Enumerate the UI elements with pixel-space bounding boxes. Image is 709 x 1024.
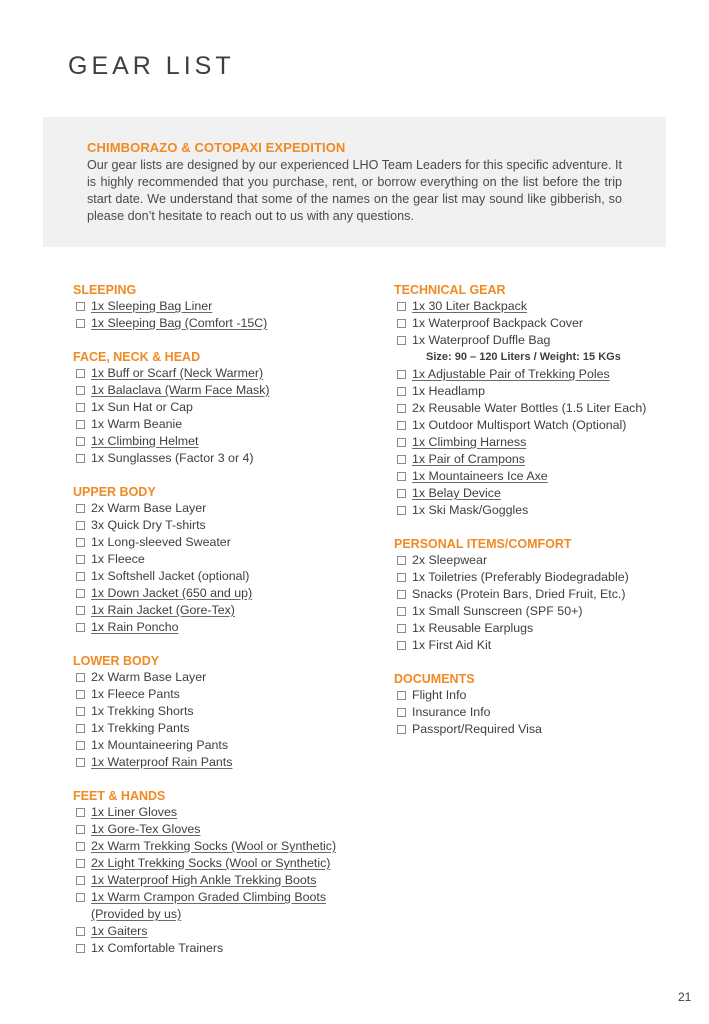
gear-item-link[interactable]: 1x Rain Jacket (Gore-Tex) bbox=[91, 603, 235, 617]
gear-item-label: 3x Quick Dry T-shirts bbox=[91, 518, 206, 532]
gear-item-note: Size: 90 – 120 Liters / Weight: 15 KGs bbox=[426, 351, 621, 363]
gear-item-link[interactable]: 1x Sleeping Bag Liner bbox=[91, 299, 213, 313]
checkbox-icon[interactable] bbox=[397, 319, 406, 328]
section-title: LOWER BODY bbox=[73, 654, 160, 668]
checkbox-icon[interactable] bbox=[397, 438, 406, 447]
checkbox-icon[interactable] bbox=[397, 590, 406, 599]
checkbox-icon[interactable] bbox=[397, 387, 406, 396]
checkbox-icon[interactable] bbox=[397, 302, 406, 311]
gear-item-label: 1x Reusable Earplugs bbox=[412, 621, 534, 635]
gear-item[interactable] bbox=[394, 603, 694, 620]
gear-item-link[interactable]: 2x Warm Trekking Socks (Wool or Synthetic) bbox=[91, 839, 337, 853]
intro-paragraph: Our gear lists are designed by our experienced LHO Team Leaders for this specific adventure. It is highly recommended that you purchase, rent, or borrow everything on the list before the trip start date. We understand that some of the names on the gear list may sound like gibberish, so please don’t hesitate to reach out to us with any questions. bbox=[87, 158, 622, 223]
checkbox-icon[interactable] bbox=[76, 369, 85, 378]
checkbox-icon[interactable] bbox=[76, 319, 85, 328]
checkbox-icon[interactable] bbox=[76, 589, 85, 598]
section-personal-items-comfort bbox=[394, 536, 694, 654]
gear-item-label: 1x Toiletries (Preferably Biodegradable) bbox=[412, 570, 629, 584]
gear-item[interactable] bbox=[73, 551, 373, 568]
gear-item[interactable] bbox=[73, 838, 373, 855]
gear-item[interactable] bbox=[394, 434, 694, 451]
gear-item-label: 1x Outdoor Multisport Watch (Optional) bbox=[412, 418, 627, 432]
checkbox-icon[interactable] bbox=[397, 472, 406, 481]
gear-item-link[interactable]: 1x Buff or Scarf (Neck Warmer) bbox=[91, 366, 264, 380]
gear-item-link[interactable]: 1x Down Jacket (650 and up) bbox=[91, 586, 253, 600]
gear-item-link[interactable]: 1x Warm Crampon Graded Climbing Boots (Provided by us) bbox=[91, 890, 327, 921]
gear-item[interactable] bbox=[73, 754, 373, 771]
gear-item[interactable] bbox=[394, 502, 694, 519]
checkbox-icon[interactable] bbox=[397, 708, 406, 717]
left-column bbox=[73, 282, 373, 974]
gear-item-link[interactable]: 1x Climbing Harness bbox=[412, 435, 527, 449]
gear-item[interactable] bbox=[394, 586, 694, 603]
gear-item-link[interactable]: 1x Gaiters bbox=[91, 924, 148, 938]
gear-item-link[interactable]: 1x Adjustable Pair of Trekking Poles bbox=[412, 367, 610, 381]
gear-item[interactable] bbox=[73, 686, 373, 703]
checkbox-icon[interactable] bbox=[76, 707, 85, 716]
gear-item[interactable] bbox=[394, 451, 694, 468]
gear-item[interactable] bbox=[394, 366, 694, 383]
right-column bbox=[394, 282, 694, 755]
gear-item-link[interactable]: 1x Sleeping Bag (Comfort -15C) bbox=[91, 316, 268, 330]
gear-item-label: 1x Comfortable Trainers bbox=[91, 941, 224, 955]
checkbox-icon[interactable] bbox=[397, 624, 406, 633]
checkbox-icon[interactable] bbox=[76, 555, 85, 564]
gear-item[interactable] bbox=[394, 298, 694, 315]
checkbox-icon[interactable] bbox=[76, 944, 85, 953]
expedition-heading: CHIMBORAZO & COTOPAXI EXPEDITION bbox=[87, 140, 346, 155]
gear-item-label: 2x Warm Base Layer bbox=[91, 670, 207, 684]
section-title: PERSONAL ITEMS/COMFORT bbox=[394, 537, 572, 551]
gear-item-label: Snacks (Protein Bars, Dried Fruit, Etc.) bbox=[412, 587, 626, 601]
gear-item-label: 1x First Aid Kit bbox=[412, 638, 492, 652]
gear-item[interactable] bbox=[73, 720, 373, 737]
gear-item[interactable] bbox=[394, 569, 694, 586]
gear-item-label: 1x Sunglasses (Factor 3 or 4) bbox=[91, 451, 254, 465]
gear-item[interactable] bbox=[73, 450, 373, 467]
gear-item[interactable] bbox=[394, 315, 694, 332]
gear-item-label: 1x Sun Hat or Cap bbox=[91, 400, 193, 414]
gear-item[interactable] bbox=[73, 433, 373, 450]
checkbox-icon[interactable] bbox=[76, 572, 85, 581]
gear-item-label: Passport/Required Visa bbox=[412, 722, 542, 736]
checkbox-icon[interactable] bbox=[397, 573, 406, 582]
section-title: FACE, NECK & HEAD bbox=[73, 350, 201, 364]
gear-item-label: 1x Warm Beanie bbox=[91, 417, 183, 431]
checkbox-icon[interactable] bbox=[76, 724, 85, 733]
gear-item-label: 1x Trekking Pants bbox=[91, 721, 190, 735]
gear-item-link[interactable]: 1x Mountaineers Ice Axe bbox=[412, 469, 548, 483]
gear-item[interactable] bbox=[73, 619, 373, 636]
gear-item[interactable] bbox=[73, 315, 373, 332]
gear-item-link[interactable]: 1x 30 Liter Backpack bbox=[412, 299, 528, 313]
checkbox-icon[interactable] bbox=[76, 437, 85, 446]
checkbox-icon[interactable] bbox=[76, 876, 85, 885]
checkbox-icon[interactable] bbox=[397, 607, 406, 616]
gear-item[interactable] bbox=[73, 923, 373, 940]
gear-item[interactable] bbox=[73, 602, 373, 619]
gear-item-link[interactable]: 1x Climbing Helmet bbox=[91, 434, 199, 448]
gear-item-label: 1x Waterproof Backpack Cover bbox=[412, 316, 584, 330]
gear-item-link[interactable]: 1x Belay Device bbox=[412, 486, 501, 500]
gear-item-link[interactable]: 1x Waterproof Rain Pants bbox=[91, 755, 233, 769]
checkbox-icon[interactable] bbox=[76, 758, 85, 767]
gear-item[interactable] bbox=[73, 365, 373, 382]
gear-item[interactable] bbox=[73, 872, 373, 889]
gear-item[interactable] bbox=[394, 468, 694, 485]
gear-item-label: 1x Fleece Pants bbox=[91, 687, 180, 701]
section-title: UPPER BODY bbox=[73, 485, 156, 499]
gear-item[interactable] bbox=[73, 399, 373, 416]
gear-item[interactable] bbox=[73, 585, 373, 602]
gear-item[interactable] bbox=[394, 687, 694, 704]
section-face-neck-and-head bbox=[73, 349, 373, 467]
gear-item[interactable] bbox=[394, 417, 694, 434]
section-title: FEET & HANDS bbox=[73, 789, 166, 803]
gear-item[interactable] bbox=[73, 821, 373, 838]
section-technical-gear bbox=[394, 282, 694, 519]
gear-item-link[interactable]: 1x Balaclava (Warm Face Mask) bbox=[91, 383, 270, 397]
gear-item-label: 1x Fleece bbox=[91, 552, 145, 566]
gear-item-label: Flight Info bbox=[412, 688, 467, 702]
gear-item-label: 1x Waterproof Duffle Bag bbox=[412, 333, 551, 347]
gear-item[interactable] bbox=[73, 737, 373, 754]
gear-item[interactable] bbox=[394, 383, 694, 400]
gear-item[interactable] bbox=[394, 620, 694, 637]
section-documents bbox=[394, 671, 694, 738]
checkbox-icon[interactable] bbox=[397, 489, 406, 498]
checkbox-icon[interactable] bbox=[76, 403, 85, 412]
checkbox-icon[interactable] bbox=[397, 336, 406, 345]
checkbox-icon[interactable] bbox=[76, 673, 85, 682]
checkbox-icon[interactable] bbox=[397, 725, 406, 734]
gear-item[interactable] bbox=[73, 517, 373, 534]
checkbox-icon[interactable] bbox=[76, 521, 85, 530]
section-lower-body bbox=[73, 653, 373, 771]
gear-item[interactable] bbox=[73, 804, 373, 821]
checkbox-icon[interactable] bbox=[397, 455, 406, 464]
gear-item[interactable] bbox=[73, 568, 373, 585]
gear-item[interactable] bbox=[73, 298, 373, 315]
section-feet-and-hands bbox=[73, 788, 373, 957]
gear-item[interactable] bbox=[394, 485, 694, 502]
gear-item-label: Insurance Info bbox=[412, 705, 491, 719]
checkbox-icon[interactable] bbox=[76, 690, 85, 699]
checkbox-icon[interactable] bbox=[397, 404, 406, 413]
gear-item[interactable] bbox=[73, 534, 373, 551]
gear-item[interactable] bbox=[73, 855, 373, 872]
checkbox-icon[interactable] bbox=[397, 641, 406, 650]
gear-item-label: 1x Softshell Jacket (optional) bbox=[91, 569, 250, 583]
gear-item[interactable] bbox=[73, 889, 373, 923]
section-title: SLEEPING bbox=[73, 283, 137, 297]
gear-item[interactable] bbox=[394, 332, 694, 349]
checkbox-icon[interactable] bbox=[397, 370, 406, 379]
gear-item-label: 2x Reusable Water Bottles (1.5 Liter Each) bbox=[412, 401, 647, 415]
section-sleeping bbox=[73, 282, 373, 332]
gear-item[interactable] bbox=[394, 552, 694, 569]
checkbox-icon[interactable] bbox=[76, 927, 85, 936]
page-number: 21 bbox=[678, 990, 692, 1004]
gear-item-link[interactable]: 1x Pair of Crampons bbox=[412, 452, 525, 466]
gear-item-link[interactable]: 1x Rain Poncho bbox=[91, 620, 179, 634]
checkbox-icon[interactable] bbox=[76, 386, 85, 395]
checkbox-icon[interactable] bbox=[76, 302, 85, 311]
gear-item-label: 2x Warm Base Layer bbox=[91, 501, 207, 515]
gear-item-link[interactable]: 2x Light Trekking Socks (Wool or Synthetic) bbox=[91, 856, 331, 870]
checkbox-icon[interactable] bbox=[76, 859, 85, 868]
checkbox-icon[interactable] bbox=[397, 421, 406, 430]
gear-item-label: 1x Long-sleeved Sweater bbox=[91, 535, 231, 549]
gear-item-label: 1x Headlamp bbox=[412, 384, 486, 398]
gear-item[interactable] bbox=[73, 382, 373, 399]
checkbox-icon[interactable] bbox=[76, 842, 85, 851]
gear-item[interactable] bbox=[73, 669, 373, 686]
gear-item-link[interactable]: 1x Waterproof High Ankle Trekking Boots bbox=[91, 873, 317, 887]
gear-item-label: 1x Mountaineering Pants bbox=[91, 738, 229, 752]
checkbox-icon[interactable] bbox=[76, 623, 85, 632]
intro-box bbox=[43, 117, 666, 247]
checkbox-icon[interactable] bbox=[76, 606, 85, 615]
gear-item[interactable] bbox=[394, 400, 694, 417]
gear-item-link[interactable]: 1x Liner Gloves bbox=[91, 805, 178, 819]
gear-item[interactable] bbox=[394, 637, 694, 654]
gear-item-label: 2x Sleepwear bbox=[412, 553, 488, 567]
gear-item[interactable] bbox=[73, 703, 373, 720]
checkbox-icon[interactable] bbox=[76, 808, 85, 817]
checkbox-icon[interactable] bbox=[76, 893, 85, 902]
gear-item-link[interactable]: 1x Gore-Tex Gloves bbox=[91, 822, 201, 836]
checkbox-icon[interactable] bbox=[397, 506, 406, 515]
checkbox-icon[interactable] bbox=[397, 691, 406, 700]
gear-item[interactable] bbox=[73, 940, 373, 957]
checkbox-icon[interactable] bbox=[76, 741, 85, 750]
gear-item[interactable] bbox=[73, 500, 373, 517]
gear-item[interactable] bbox=[73, 416, 373, 433]
checkbox-icon[interactable] bbox=[76, 504, 85, 513]
checkbox-icon[interactable] bbox=[397, 556, 406, 565]
checkbox-icon[interactable] bbox=[76, 538, 85, 547]
section-title: DOCUMENTS bbox=[394, 672, 475, 686]
checkbox-icon[interactable] bbox=[76, 454, 85, 463]
gear-item-label: 1x Small Sunscreen (SPF 50+) bbox=[412, 604, 583, 618]
checkbox-icon[interactable] bbox=[76, 825, 85, 834]
gear-item-label: 1x Ski Mask/Goggles bbox=[412, 503, 529, 517]
section-upper-body bbox=[73, 484, 373, 636]
page-title: GEAR LIST bbox=[68, 52, 235, 80]
section-title: TECHNICAL GEAR bbox=[394, 283, 506, 297]
checkbox-icon[interactable] bbox=[76, 420, 85, 429]
gear-item-label: 1x Trekking Shorts bbox=[91, 704, 194, 718]
gear-item[interactable] bbox=[394, 704, 694, 721]
gear-item[interactable] bbox=[394, 721, 694, 738]
